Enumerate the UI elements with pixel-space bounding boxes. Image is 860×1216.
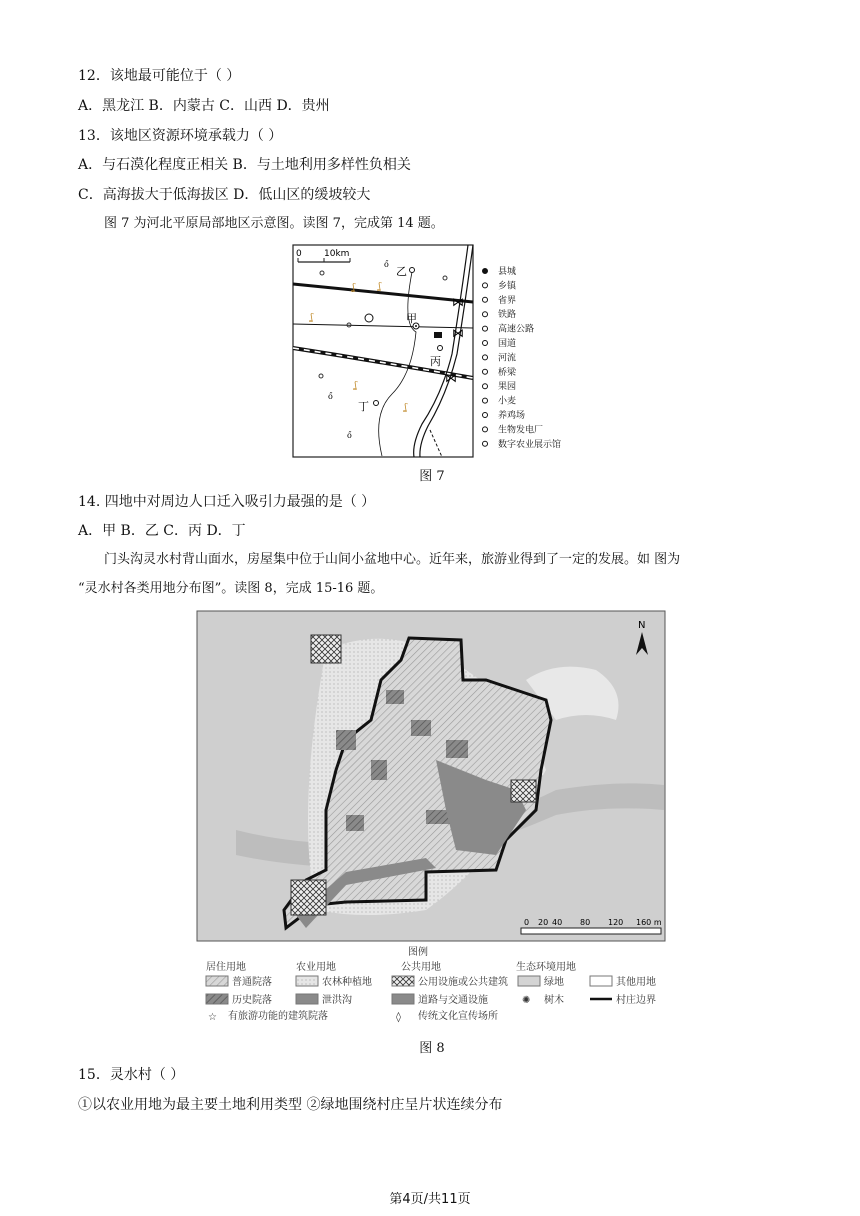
legend-item-label: 国道 — [498, 339, 517, 349]
legend-item-label: 生物发电厂 — [498, 425, 544, 436]
svg-text:ő: ő — [328, 392, 333, 401]
legend-symbol — [483, 326, 488, 331]
legend-symbol — [483, 384, 488, 389]
legend-green: 绿地 — [544, 977, 564, 988]
q14-stem: 14. 四地中对周边人口迁入吸引力最强的是（ ） — [78, 494, 376, 510]
fig8-intro-1: 门头沟灵水村背山面水，房屋集中位于山间小盆地中心。近年来，旅游业得到了一定的发展。如 图为 — [104, 552, 681, 567]
legend-symbol — [483, 441, 488, 446]
legend-forest: 农林种植地 — [322, 977, 372, 988]
legend-swatch — [392, 976, 414, 986]
q15-options: ①以农业用地为最主要土地利用类型 ②绿地围绕村庄呈片状连续分布 — [78, 1097, 503, 1113]
legend-item-label: 河流 — [498, 353, 517, 364]
legend-symbol — [483, 427, 488, 432]
q14-options: A．甲 B．乙 C．丙 D．丁 — [78, 523, 246, 539]
scale-tick-label: 80 — [580, 918, 591, 927]
svg-text:ʆ: ʆ — [310, 313, 313, 323]
scale-label: 10km — [324, 249, 350, 259]
digital-agri-hall-icon — [434, 332, 442, 338]
legend-group-agricultural: 农业用地 — [296, 962, 336, 973]
scale-tick-label: 120 — [608, 918, 624, 927]
figure-7-caption: 图 7 — [419, 469, 445, 484]
legend-item-label: 小麦 — [498, 396, 517, 407]
legend-other: 其他用地 — [616, 977, 656, 988]
legend-historic: 历史院落 — [232, 995, 272, 1006]
legend-flood: 泄洪沟 — [322, 995, 352, 1006]
legend-title: 图例 — [408, 947, 428, 958]
legend-boundary: 村庄边界 — [616, 995, 656, 1006]
svg-text:⋈: ⋈ — [452, 326, 464, 340]
legend-item-label: 养鸡场 — [498, 411, 526, 421]
scale-tick-label: 160 m — [636, 918, 662, 927]
place-bing: 丙 — [430, 355, 441, 368]
svg-text:⋈: ⋈ — [452, 295, 464, 309]
culture-diamond-icon: ◊ — [396, 1012, 401, 1023]
svg-text:ő: ő — [384, 260, 389, 269]
figure-8-caption: 图 8 — [419, 1041, 445, 1056]
q13-stem: 13．该地区资源环境承载力（ ） — [78, 128, 283, 144]
legend-culture: 传统文化宣传场所 — [418, 1011, 498, 1022]
legend-item-label: 高速公路 — [498, 324, 535, 335]
legend-symbol — [483, 283, 488, 288]
tree-icon: ✺ — [522, 995, 531, 1006]
legend-swatch — [296, 994, 318, 1004]
q12-options: A．黑龙江 B．内蒙古 C．山西 D．贵州 — [78, 98, 330, 114]
place-jia: 甲 — [406, 312, 417, 325]
q12-stem: 12．该地最可能位于（ ） — [78, 68, 241, 84]
legend-symbol — [483, 341, 488, 346]
svg-text:⋈: ⋈ — [445, 371, 457, 385]
legend-swatch — [296, 976, 318, 986]
legend-item-label: 县城 — [498, 267, 517, 277]
q13-options-2: C．高海拔大于低海拔区 D．低山区的缓坡较大 — [78, 187, 371, 203]
legend-item-label: 乡镇 — [498, 281, 517, 292]
legend-group-eco: 生态环境用地 — [516, 962, 576, 973]
legend-swatch — [206, 976, 228, 986]
figure-7-legend — [483, 265, 562, 450]
legend-symbol — [483, 355, 488, 360]
place-ding: 丁 — [358, 400, 369, 413]
place-yi: 乙 — [396, 265, 407, 278]
legend-public-facility: 公用设施或公共建筑 — [418, 977, 508, 988]
svg-text:ʆ: ʆ — [354, 381, 357, 391]
page-footer: 第4页/共11页 — [389, 1192, 471, 1207]
scale-zero: 0 — [296, 249, 302, 259]
legend-group-residential: 居住用地 — [206, 962, 246, 973]
scale-tick-label: 20 — [538, 918, 549, 927]
legend-symbol — [483, 297, 488, 302]
q13-options-1: A．与石漠化程度正相关 B．与土地利用多样性负相关 — [78, 157, 411, 173]
legend-symbol — [483, 413, 488, 418]
fig7-intro: 图 7 为河北平原局部地区示意图。读图 7，完成第 14 题。 — [104, 216, 444, 231]
legend-item-label: 果园 — [498, 382, 517, 393]
legend-ordinary: 普通院落 — [232, 977, 272, 988]
legend-tourism: 有旅游功能的建筑院落 — [228, 1011, 328, 1022]
legend-swatch — [590, 976, 612, 986]
legend-symbol — [483, 269, 488, 274]
legend-swatch — [206, 994, 228, 1004]
legend-item-label: 桥梁 — [498, 367, 517, 378]
legend-group-public: 公共用地 — [401, 962, 441, 973]
tourism-star-icon: ☆ — [208, 1012, 217, 1023]
svg-text:ő: ő — [347, 431, 352, 440]
figure-8-legend — [206, 945, 656, 1023]
scale-tick-label: 40 — [552, 918, 563, 927]
svg-text:ʆ: ʆ — [352, 283, 355, 293]
scale-tick-label: 0 — [524, 918, 530, 927]
legend-symbol — [483, 312, 488, 317]
legend-road: 道路与交通设施 — [418, 995, 488, 1006]
north-label: N — [638, 620, 646, 631]
svg-text:ʆ: ʆ — [378, 282, 381, 292]
q15-stem: 15．灵水村（ ） — [78, 1067, 185, 1083]
figure-7-map — [292, 244, 572, 459]
legend-symbol — [483, 369, 488, 374]
legend-symbol — [483, 398, 488, 403]
svg-text:ʆ: ʆ — [404, 403, 407, 413]
figure-8-map — [196, 610, 666, 1040]
legend-item-label: 铁路 — [498, 310, 517, 321]
fig8-intro-2: “灵水村各类用地分布图”。读图 8，完成 15-16 题。 — [78, 581, 384, 596]
legend-item-label: 数字农业展示馆 — [498, 439, 562, 450]
legend-tree: 树木 — [544, 995, 564, 1006]
legend-swatch — [392, 994, 414, 1004]
legend-item-label: 省界 — [498, 295, 517, 306]
legend-swatch — [518, 976, 540, 986]
bio-power-plant-icon — [365, 314, 373, 322]
